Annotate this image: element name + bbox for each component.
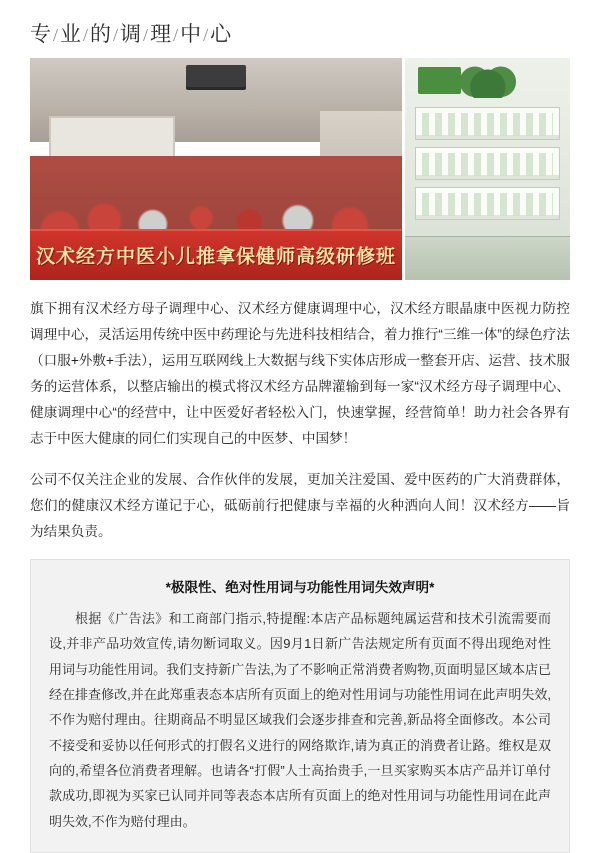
title-separator-4: / xyxy=(173,25,180,45)
store-interior xyxy=(405,58,570,280)
title-char-1: 业 xyxy=(60,22,83,46)
description-body xyxy=(30,296,570,545)
title-separator-3: / xyxy=(143,25,150,45)
paragraph: 旗下拥有汉术经方母子调理中心、汉术经方健康调理中心，汉术经方眼晶康中医视力防控调理中心，灵活运用传统中医中药理论与先进科技相结合，着力推行“三维一体”的绿色疗法（口服+外敷+手法），运用互联网线上大数据与线下实体店形成一整套开店、运营、技术服务的运营体系，以整店输出的模式将汉术经方品牌灌输到每一家“汉术经方母子调理中心、健康调理中心“的经营中，让中医爱好者轻松入门，快速掌握，经营简单！助力社会各界有志于中医大健康的同仁们实现自己的中医梦、中国梦！ xyxy=(30,301,570,447)
disclaimer-title: *极限性、绝对性用词与功能性用词失效声明* xyxy=(165,579,435,595)
title-char-4: 理 xyxy=(150,22,173,46)
title-separator-2: / xyxy=(113,25,120,45)
store-display-photo xyxy=(405,58,570,280)
title-char-5: 中 xyxy=(180,22,203,46)
title-separator-1: / xyxy=(83,25,90,45)
title-separator-0: / xyxy=(53,25,60,45)
page-title-container xyxy=(0,0,600,58)
title-separator-5: / xyxy=(203,25,210,45)
photo-gallery xyxy=(30,58,570,280)
title-char-0: 专 xyxy=(30,22,52,46)
page-title xyxy=(30,18,600,48)
disclaimer-body: 根据《广告法》和工商部门指示,特提醒:本店产品标题纯属运营和技术引流需要而设,并非产品功效宣传,请勿断词取义。因9月1日新广告法规定所有页面不得出现绝对性用词与功能性用词。我们支持新广告法,为了不影响正常消费者购物,页面明显区域本店已经在排查修改,并在此郑重表态本店所有页面上的绝对性用词与功能性用词在此声明失效,不作为赔付理由。往期商品不明显区域我们会逐步排查和完善,新品将全面修改。本公司不接受和妥协以任何形式的打假名义进行的网络欺诈,请为真正的消费者让路。维权是双向的,希望各位消费者理解。也请各“打假”人士高抬贵手,一旦买家购买本店产品并订单付款成功,即视为买家已认同并同等表态本店所有页面上的绝对性用词与功能性用词在此声明失效,不作为赔付理由。 xyxy=(49,610,551,829)
potted-plant-icon xyxy=(458,62,517,98)
green-signboard xyxy=(418,67,461,94)
product-bottles xyxy=(422,113,554,136)
title-char-6: 心 xyxy=(210,22,233,46)
store-counter xyxy=(405,236,570,280)
product-shelf xyxy=(415,107,560,140)
product-shelf xyxy=(415,187,560,220)
paragraph: 公司不仅关注企业的发展、合作伙伴的发展，更加关注爱国、爱中医药的广大消费群体，您们的健康汉术经方谨记于心，砥砺前行把健康与幸福的火种洒向人间！汉术经方——旨为结果负责。 xyxy=(30,471,570,539)
product-bottles xyxy=(422,153,554,176)
group-training-photo xyxy=(30,58,402,280)
red-banner xyxy=(30,229,402,280)
banner-text: 汉术经方中医小儿推拿保健师高级研修班 xyxy=(35,246,396,268)
title-char-3: 调 xyxy=(120,22,143,46)
product-shelf xyxy=(415,147,560,180)
title-char-2: 的 xyxy=(90,22,113,46)
product-bottles xyxy=(422,193,554,216)
